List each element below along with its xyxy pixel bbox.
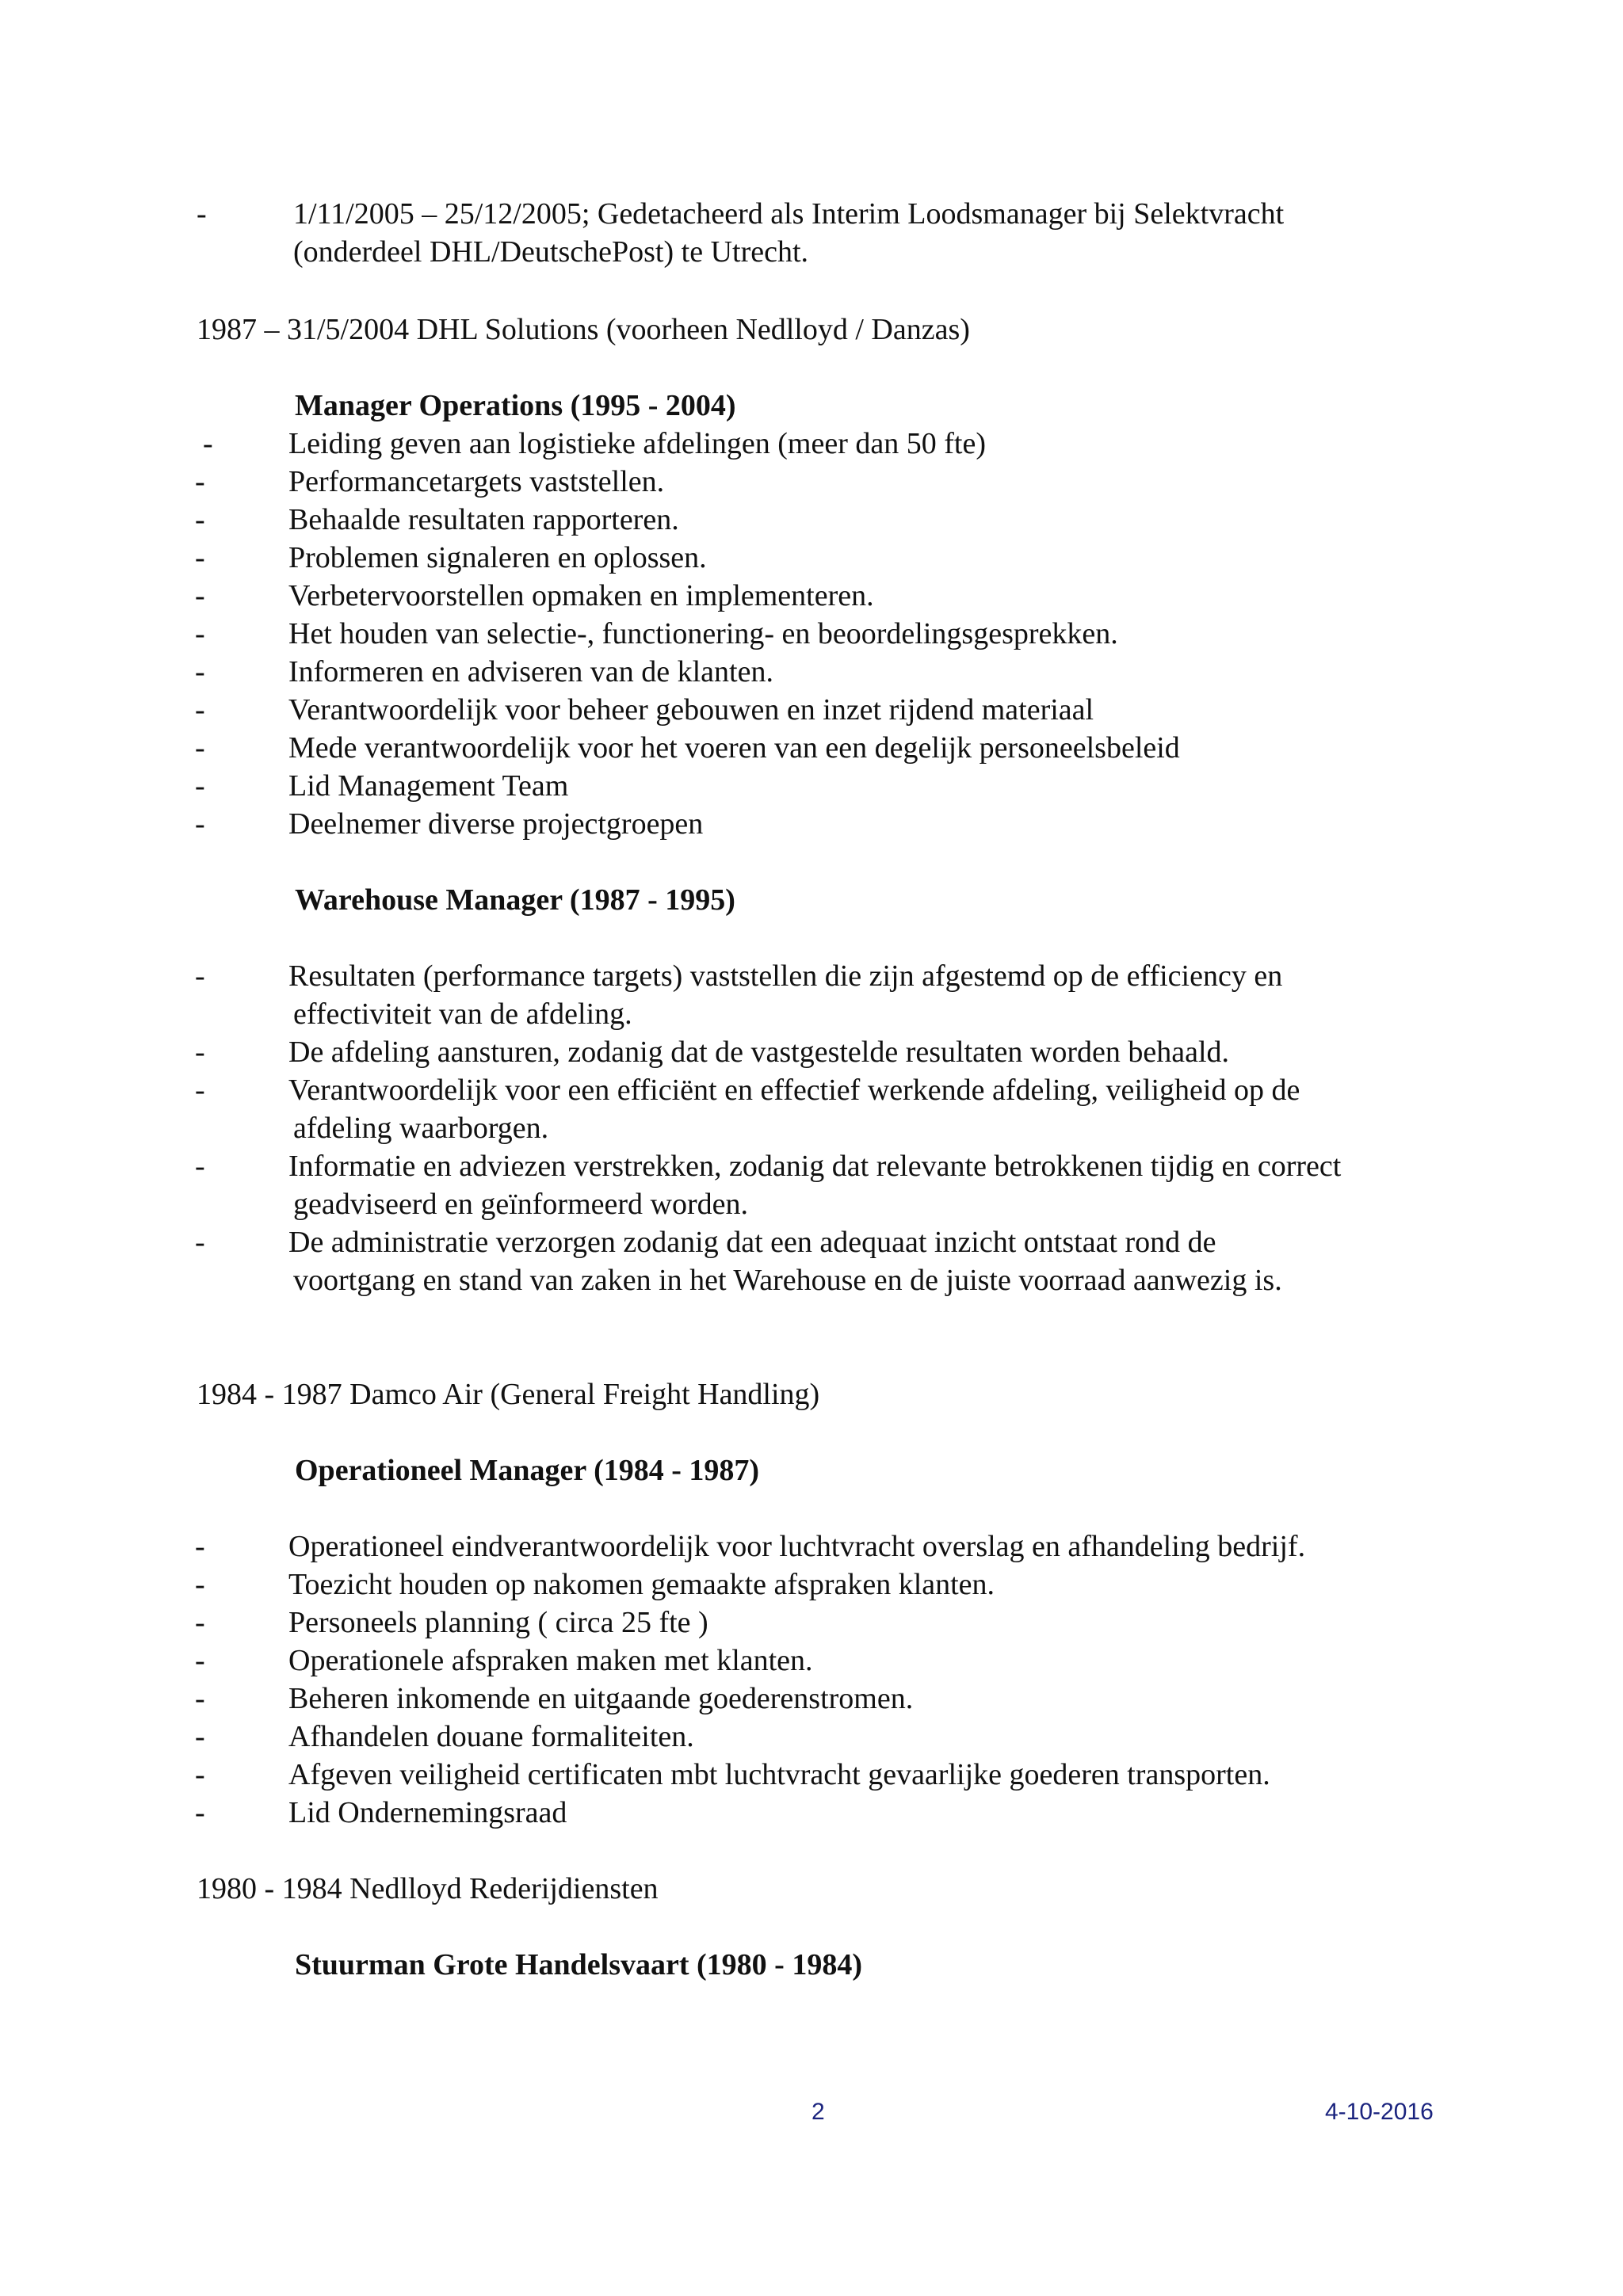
list-item: Leiding geven aan logistieke afdelingen (meer dan 50 fte) xyxy=(288,427,986,460)
list-dash: - xyxy=(195,1796,205,1829)
list-dash: - xyxy=(203,427,213,460)
list-dash: - xyxy=(195,1644,205,1677)
list-item-continuation: voortgang en stand van zaken in het Warehouse en de juiste voorraad aanwezig is. xyxy=(293,1264,1282,1297)
list-item: Resultaten (performance targets) vaststellen die zijn afgestemd op de efficiency en xyxy=(288,959,1283,993)
list-item: Problemen signaleren en oplossen. xyxy=(288,541,707,574)
list-dash: - xyxy=(195,541,205,574)
list-dash: - xyxy=(195,807,205,841)
list-item: Afhandelen douane formaliteiten. xyxy=(288,1720,694,1753)
list-dash: - xyxy=(195,655,205,688)
list-dash: - xyxy=(195,1035,205,1069)
list-dash: - xyxy=(195,1150,205,1183)
intro-line-1: 1/11/2005 – 25/12/2005; Gedetacheerd als Interim Loodsmanager bij Selektvracht xyxy=(293,197,1285,231)
list-item: Operationeel eindverantwoordelijk voor luchtvracht overslag en afhandeling bedrijf. xyxy=(288,1530,1306,1563)
list-dash: - xyxy=(195,1758,205,1791)
list-dash: - xyxy=(195,1530,205,1563)
list-dash: - xyxy=(195,769,205,803)
list-dash: - xyxy=(195,1568,205,1601)
page-number: 2 xyxy=(812,2099,825,2125)
list-item: Deelnemer diverse projectgroepen xyxy=(288,807,704,841)
list-dash: - xyxy=(195,959,205,993)
damco-section-title: 1984 - 1987 Damco Air (General Freight Handling) xyxy=(197,1378,820,1411)
footer-date: 4-10-2016 xyxy=(1325,2099,1434,2125)
stuurman-heading: Stuurman Grote Handelsvaart (1980 - 1984) xyxy=(295,1948,862,1981)
list-item: Toezicht houden op nakomen gemaakte afspraken klanten. xyxy=(288,1568,995,1601)
list-item: Afgeven veiligheid certificaten mbt luchtvracht gevaarlijke goederen transporten. xyxy=(288,1758,1270,1791)
list-item: Performancetargets vaststellen. xyxy=(288,465,665,498)
dhl-section-title: 1987 – 31/5/2004 DHL Solutions (voorheen Nedlloyd / Danzas) xyxy=(197,313,970,346)
list-item: De administratie verzorgen zodanig dat een adequaat inzicht ontstaat rond de xyxy=(288,1226,1216,1259)
list-item: Mede verantwoordelijk voor het voeren van een degelijk personeelsbeleid xyxy=(288,731,1180,765)
list-item: Verantwoordelijk voor beheer gebouwen en inzet rijdend materiaal xyxy=(288,693,1094,727)
list-item: Verantwoordelijk voor een efficiënt en effectief werkende afdeling, veiligheid op de xyxy=(288,1074,1300,1107)
list-dash: - xyxy=(195,693,205,727)
operationeel-manager-heading: Operationeel Manager (1984 - 1987) xyxy=(295,1454,760,1487)
list-item: Operationele afspraken maken met klanten. xyxy=(288,1644,813,1677)
list-item: Lid Management Team xyxy=(288,769,569,803)
list-item: Het houden van selectie-, functionering- en beoordelingsgesprekken. xyxy=(288,617,1118,650)
list-item-continuation: geadviseerd en geïnformeerd worden. xyxy=(293,1188,748,1221)
warehouse-manager-heading: Warehouse Manager (1987 - 1995) xyxy=(295,883,735,917)
list-item: Informeren en adviseren van de klanten. xyxy=(288,655,773,688)
manager-operations-heading: Manager Operations (1995 - 2004) xyxy=(295,389,736,422)
list-dash: - xyxy=(195,731,205,765)
list-dash: - xyxy=(195,465,205,498)
list-dash: - xyxy=(195,503,205,536)
nedlloyd-section-title: 1980 - 1984 Nedlloyd Rederijdiensten xyxy=(197,1872,659,1905)
intro-dash: - xyxy=(197,197,207,231)
intro-line-2: (onderdeel DHL/DeutschePost) te Utrecht. xyxy=(293,235,809,269)
list-item-continuation: afdeling waarborgen. xyxy=(293,1112,549,1145)
list-dash: - xyxy=(195,579,205,612)
list-dash: - xyxy=(195,617,205,650)
list-dash: - xyxy=(195,1682,205,1715)
list-item: Lid Ondernemingsraad xyxy=(288,1796,567,1829)
list-item: Informatie en adviezen verstrekken, zodanig dat relevante betrokkenen tijdig en correct xyxy=(288,1150,1342,1183)
list-item: Personeels planning ( circa 25 fte ) xyxy=(288,1606,708,1639)
list-dash: - xyxy=(195,1226,205,1259)
list-item: Verbetervoorstellen opmaken en implementeren. xyxy=(288,579,874,612)
list-dash: - xyxy=(195,1606,205,1639)
list-dash: - xyxy=(195,1074,205,1107)
list-item: Behaalde resultaten rapporteren. xyxy=(288,503,679,536)
list-item: De afdeling aansturen, zodanig dat de vastgestelde resultaten worden behaald. xyxy=(288,1035,1230,1069)
list-dash: - xyxy=(195,1720,205,1753)
list-item-continuation: effectiviteit van de afdeling. xyxy=(293,997,632,1031)
list-item: Beheren inkomende en uitgaande goederenstromen. xyxy=(288,1682,914,1715)
